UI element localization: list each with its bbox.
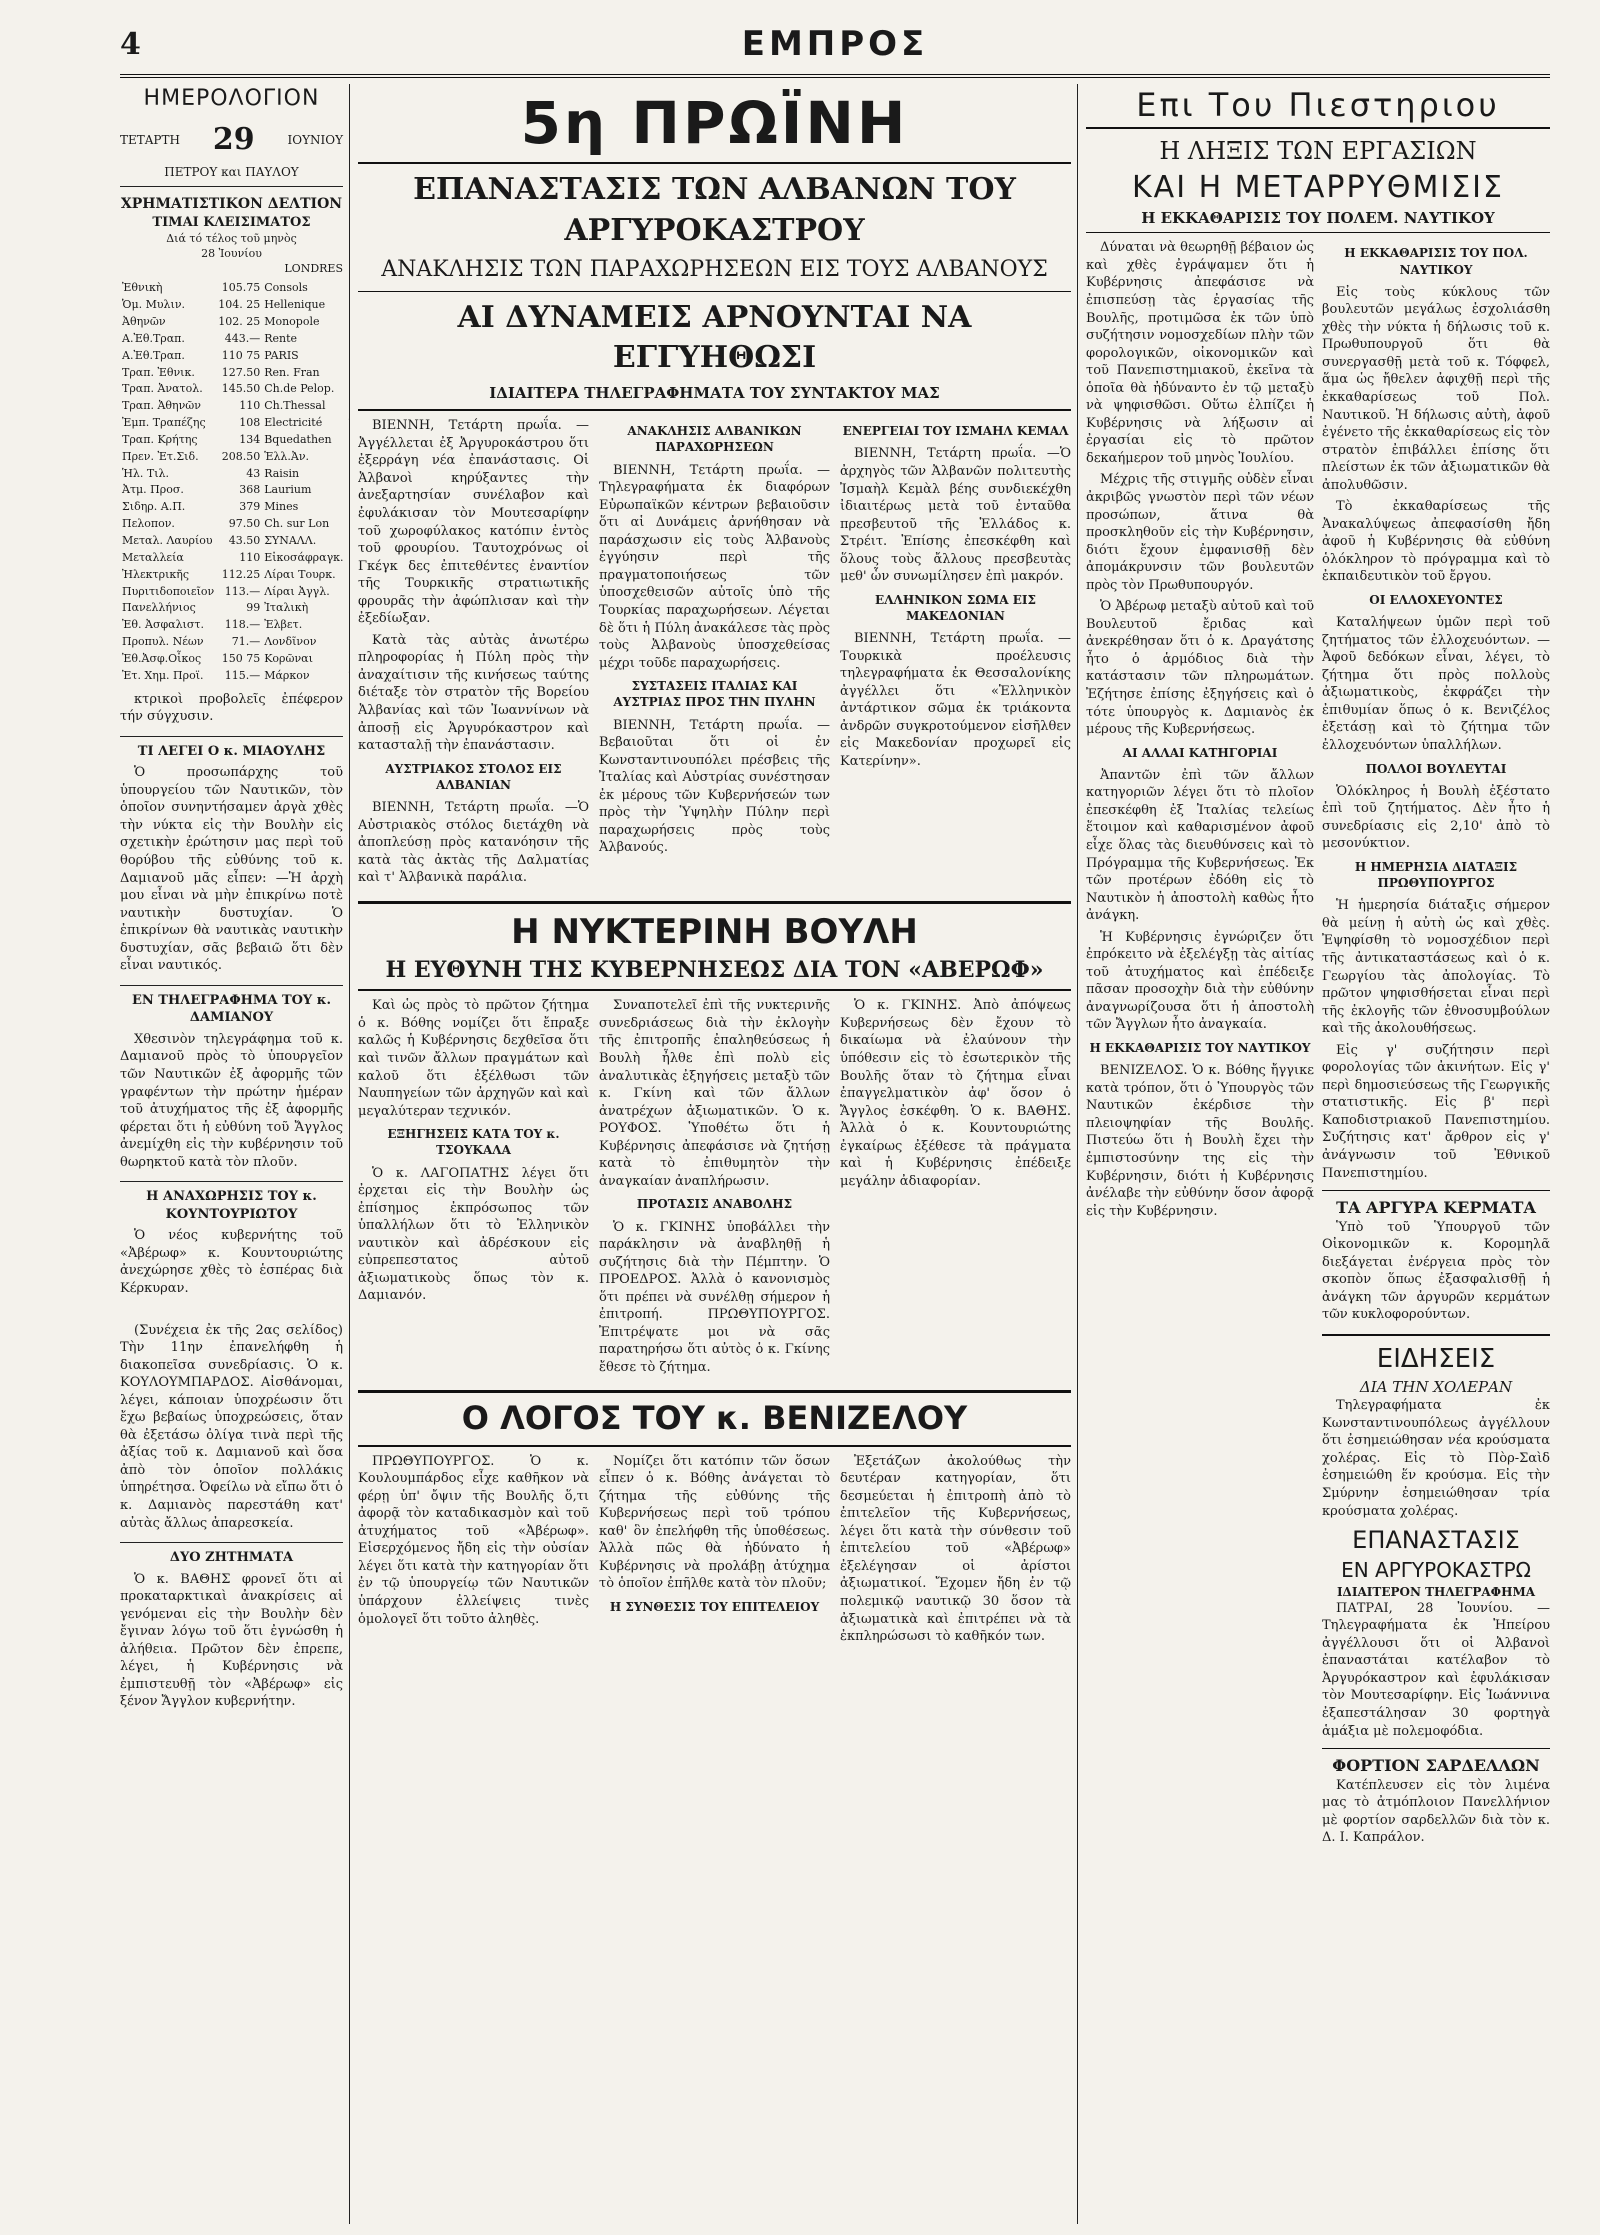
stock-price (346, 415, 350, 432)
stock-price (346, 398, 350, 415)
stock-row (120, 668, 350, 685)
section-heading: ΑΥΣΤΡΙΑΚΟΣ ΣΤΟΛΟΣ ΕΙΣ ΑΛΒΑΝΙΑΝ (385, 761, 562, 792)
stock-price: 118.— (224, 618, 261, 632)
stock-name: Λίραι Ἀγγλ. (264, 584, 330, 598)
article-text: ΒΕΝΙΖΕΛΟΣ. Ὁ κ. Βόθης ἤγγικε κατὰ τρόπον, ὅτι ὁ Ὑπουργὸς τῶν Ναυτικῶν ἐκέρδισε τὴν πλειοψηφίαν τῆς Βουλῆς. Πιστεύω ὅτι ἡ Βουλὴ ἔχει τὴν ἐμπιστοσύνην της εἰς τὴν Κυβέρνησιν, διότι ἡ Κυβέρνησις ἀνέλαβε τὴν εὐθύνην ὅσον ἀφορᾷ εἰς τὴν Κυβέρνησιν. (1086, 1063, 1314, 1219)
stock-row (120, 314, 350, 331)
stock-name: Ἰταλικὴ (264, 601, 309, 615)
article-text: ΒΙΕΝΝΗ, Τετάρτη πρωΐα. —Ὁ Αὐστριακὸς στόλος διετάχθη νὰ ἀποπλεύσῃ πρὸς κατανόησιν τῆς κατὰ τὰς ἀκτὰς τῆς Δαλματίας καὶ τ' Ἀλβανικὰ παράλια. (358, 800, 589, 886)
stock-row (120, 634, 350, 651)
calendar-day: 29 (212, 121, 255, 157)
stock-name: Mines (264, 500, 299, 514)
stock-name: Hellenique (264, 298, 326, 312)
night-session-headline: Η ΝΥΚΤΕΡΙΝΗ ΒΟΥΛΗ (358, 901, 1071, 956)
stock-price (346, 449, 350, 466)
press-subhead: Η ΛΗΞΙΣ ΤΩΝ ΕΡΓΑΣΙΩΝ (1159, 137, 1477, 166)
article-text: Ὁ νέος κυβερνήτης τοῦ «Ἀβέρωφ» κ. Κουντουριώτης ἀνεχώρησε χθὲς τὸ ἑσπέρας διὰ Κέρκυραν. (120, 1228, 343, 1296)
stock-price: 110 (239, 399, 261, 413)
section-heading: ΕΝΕΡΓΕΙΑΙ ΤΟΥ ΙΣΜΑΗΛ ΚΕΜΑΛ (842, 424, 1069, 439)
stock-name: PARIS (264, 348, 299, 362)
stock-name: Πρεν. Ἐτ.Σιδ. (122, 449, 199, 463)
stock-price (346, 348, 350, 365)
stock-price: 134 (239, 432, 261, 446)
section-heading: Η ΑΝΑΧΩΡΗΣΙΣ ΤΟΥ κ. ΚΟΥΝΤΟΥΡΙΩΤΟΥ (120, 1181, 343, 1223)
revolt-subheading: ΙΔΙΑΙΤΕΡΟΝ ΤΗΛΕΓΡΑΦΗΜΑ (1336, 1584, 1536, 1599)
article-text: Συναποτελεῖ ἐπὶ τῆς νυκτερινῆς συνεδριάσεως διὰ τὴν ἐκλογὴν τῆς ἐπιτροπῆς ἐπαληθεύσεως ἡ Βουλὴ ἦλθε ἐπὶ πολὺ εἰς ἀναλυτικὰς ἐξηγήσεις μεταξὺ τῶν κ. Γκίνη καὶ τῶν ἄλλων ἀνατρέχων ἀξιωματικῶν. Ὁ κ. ΡΟΥΦΟΣ. Ὑποθέτω ὅτι ἡ Κυβέρνησις ἀπεφάσισε νὰ ζητήσῃ κατὰ τὸ ἐπιθυμητὸν τὴν ἀναγκαίαν ἀναπλήρωσιν. (599, 998, 830, 1189)
masthead (120, 14, 1550, 78)
stock-price (346, 600, 350, 617)
stock-price: 208.50 (221, 449, 261, 463)
stock-name: Τραπ. Ἀθηνῶν (122, 399, 201, 413)
stock-price (346, 550, 350, 567)
stock-name: Ch.de Pelop. (264, 382, 335, 396)
section-heading: ΔΥΟ ΖΗΤΗΜΑΤΑ (120, 1542, 343, 1567)
stock-name: Ἠλεκτρικῆς (122, 567, 190, 581)
article-text: Δύναται νὰ θεωρηθῇ βέβαιον ὡς καὶ χθὲς ἐγράψαμεν ὅτι ἡ Κυβέρνησις ἀπεφάσισε νὰ ἐπισπεύσῃ τὰς ἐργασίας τῆς Βουλῆς, προτιμῶσα ἐκ τῶν ὑπὸ συζήτησιν νομοσχεδίων πλὴν τῶν φορολογικῶν, οἰκονομικῶν καὶ τοῦ Πανεπιστημιακοῦ, ἐκεῖνα τὰ ὁποῖα θὰ ἠδύναντο ἐν τῷ μεταξὺ νὰ ψηφισθῶσι. Οὕτω ἐλπίζει ἡ Κυβέρνησις νὰ λήξωσιν αἱ ἐργασίαι εἰς τὸ πρῶτον δεκαήμερον τοῦ μηνὸς Ἰουλίου. (1086, 240, 1314, 466)
stock-price (346, 668, 350, 685)
article-text: ΒΙΕΝΝΗ, Τετάρτη πρωΐα. —Τηλεγραφήματα ἐκ διαφόρων Εὐρωπαϊκῶν κέντρων βεβαιοῦσιν ὅτι αἱ Δυνάμεις ἀρνήθησαν νὰ παράσχωσιν εἰς τοὺς Ἀλβανοὺς ἐγγύησιν περὶ τῆς πραγματοποιήσεως τῶν ὑποσχεθεισῶν αὐτοῖς ὑπὸ τῆς Τουρκίας παραχωρήσεων. Λέγεται δὲ ὅτι ἡ Πύλη ἀνακάλεσε τὰς πρὸς τοὺς Ἀλβανοὺς ὑποσχεθείσας μέχρι τοῦδε παραχωρήσεις. (599, 462, 830, 671)
article-text: Ὁ κ. ΒΑΘΗΣ φρονεῖ ὅτι αἱ προκαταρκτικαὶ ἀνακρίσεις αἱ γενόμεναι εἰς τὴν Βουλὴν δὲν ἔγιναν λόγω τοῦ ὅτι ἐγνώσθη ἡ ἀλήθεια. Πρῶτον δὲν ἐπρεπε, λέγει, ἡ Κυβέρνησις νὰ ἐμπιστευθῇ τὸν «Ἀβέρωφ» εἰς ξένον Ἄγγλον κυβερνήτην. (120, 1571, 343, 1710)
stock-price (346, 584, 350, 601)
stock-row (120, 600, 350, 617)
stock-name: Ἐλβετ. (264, 618, 303, 632)
stock-price: 112.25 (221, 567, 261, 581)
stock-row (120, 449, 350, 466)
stock-price: 43 (246, 466, 261, 480)
stock-name: Μεταλλεία (122, 550, 184, 564)
stock-row (120, 415, 350, 432)
stocks-footer: κτρικοὶ προβολεῖς ἐπέφερον τήν σύγχυσιν. (120, 691, 343, 725)
stock-name: Ἐθ. Ἀσφαλιστ. (122, 618, 204, 632)
stock-row (120, 516, 350, 533)
stock-price: 368 (239, 483, 261, 497)
night-session-subhead: Η ΕΥΘΥΝΗ ΤΗΣ ΚΥΒΕΡΝΗΣΕΩΣ ΔΙΑ ΤΟΝ «ΑΒΕΡΩΦ» (358, 956, 1071, 992)
stock-name: Rente (264, 331, 298, 345)
news-subheading: ΔΙΑ ΤΗΝ ΧΟΛΕΡΑΝ (1359, 1378, 1513, 1397)
calendar-box (120, 84, 343, 187)
section-heading: ΤΙ ΛΕΓΕΙ Ο κ. ΜΙΑΟΥΛΗΣ (120, 736, 343, 761)
revolt-subheading: ΕΝ ΑΡΓΥΡΟΚΑΣΤΡΩ (1341, 1557, 1531, 1582)
page-number: 4 (120, 26, 141, 62)
stock-price: 110 75 (221, 348, 261, 362)
stock-name: Ὁμ. Μυλιν. (122, 298, 186, 312)
stock-name: Προπυλ. Νέων (122, 635, 204, 649)
stock-name: Τραπ. Ἐθνικ. (122, 365, 195, 379)
stock-price (346, 634, 350, 651)
stock-name: Bquedathen (264, 432, 332, 446)
stock-row (120, 331, 350, 348)
stock-name: Monopole (264, 315, 320, 329)
article-text: Μέχρις τῆς στιγμῆς οὐδὲν εἶναι ἀκριβῶς γνωστὸν περὶ τῶν νέων προσώπων, ἅτινα θὰ προσκληθοῦν εἰς τὴν Κυβέρνησιν, διότι ἔχουν ἐμφανισθῇ δὲν ἀπομάκρυνσιν τῶν βουλευτῶν πρὸς τὸν Πρωθυπουργόν. (1086, 472, 1314, 593)
news-heading: ΕΙΔΗΣΕΙΣ (1322, 1334, 1550, 1377)
stock-row (120, 297, 350, 314)
section-heading: ΕΝ ΤΗΛΕΓΡΑΦΗΜΑ ΤΟΥ κ. ΔΑΜΙΑΝΟΥ (120, 985, 343, 1027)
section-heading: ΑΙ ΑΛΛΑΙ ΚΑΤΗΓΟΡΙΑΙ (1122, 745, 1278, 760)
article-text: Ἡ ἡμερησία διάταξις σήμερον θὰ μείνῃ ἡ αὐτὴ ὡς καὶ χθὲς. Ἐψηφίσθη τὸ νομοσχέδιον περὶ τῆς ἀντικαταστάσεως καὶ ὁ κ. Γεωργίου τὰς ἀπολογίας. Τὸ πρῶτον ψηφισθήσεται εἶναι περὶ τῆς ἐκλογῆς τῶν ἐθνοσυμβούλων καὶ τῆς ἀκολουθήσεως. (1322, 898, 1550, 1037)
stock-price: 379 (239, 500, 261, 514)
venizelos-headline: Ο ΛΟΓΟΣ ΤΟΥ κ. ΒΕΝΙΖΕΛΟΥ (358, 1390, 1071, 1446)
stock-name: Laurium (264, 483, 312, 497)
article-text: Ἡ Κυβέρνησις ἐγνώριζεν ὅτι ἐπρόκειτο νὰ ἐξελέγξῃ τὰς αἰτίας τοῦ ἀτυχήματος καὶ ἐπέδειξε πᾶσαν προσοχὴν διὰ τὴν εὐθύνην ἀναγνωρίζουσα ὅτι ἡ ἀποστολὴ τῶν Ἄγγλων ἦτο ἀναγκαία. (1086, 929, 1314, 1033)
stock-price: 105.75 (221, 281, 261, 295)
stock-name: Ch. sur Lon (264, 517, 330, 531)
stock-price (346, 617, 350, 634)
calendar-month: ΙΟΥΝΙΟΥ (287, 132, 343, 147)
stock-name: Ren. Fran (264, 365, 320, 379)
left-column (120, 84, 350, 2224)
stock-name: Ch.Thessal (264, 399, 326, 413)
stock-row (120, 398, 350, 415)
section-heading: ΕΞΗΓΗΣΕΙΣ ΚΑΤΑ ΤΟΥ κ. ΤΣΟΥΚΑΛΑ (387, 1127, 560, 1158)
calendar-title: ΗΜΕΡΟΛΟΓΙΟΝ (143, 86, 320, 111)
article-text: Καὶ ὡς πρὸς τὸ πρῶτον ζήτημα ὁ κ. Βόθης νομίζει ὅτι ἔπραξε καλῶς ἡ Κυβέρνησις δεχθεῖσα ὅτι καὶ τινῶν ἄλλων πραγμάτων καὶ καλοῦ ὅτι ἐξέλθωσι τῶν Ναυπηγείων τῶν ἀρχηγῶν καὶ καὶ μεγαλύτεραν τεχνικόν. (358, 998, 589, 1119)
stock-price: 43.50 (228, 534, 261, 547)
article-text: (Συνέχεια ἐκ τῆς 2ας σελίδος) Τὴν 11ην ἐπανελήφθη ἡ διακοπεῖσα συνεδρίασις. Ὁ κ. ΚΟΥΛΟΥΜΠΑΡΔΟΣ. Αἰσθάνομαι, λέγει, κάποιαν ὑποχρέωσιν ὅτι ἔχω βεβαίως ὑποχρεώσεις, ὅταν θὰ ἐξετάσω ὀλίγα τινὰ περὶ τῆς ἀξίας τοῦ κ. Δαμιανοῦ καὶ ὅσα ἀπὸ τὸν ὁποῖον πολλάκις ὑπηρέτησα. Ὀφείλω νὰ εἴπω ὅτι ὁ κ. Δαμιανὸς παρεστάθη κατ' αὐτὰς ἄλλως ἀπαρεσκεία. (120, 1322, 343, 1531)
article-text: Καταλήψεων ὑμῶν περὶ τοῦ ζητήματος τῶν ἐλλοχευόντων. —Ἀφοῦ δεδόκων εἶναι, λέγει, τὸ ζήτημα ὅτι πρὸς πολλοὺς ἀξιωματικοὺς, ἐκφράζει τὴν ἐπιθυμίαν ὅπως ὁ κ. Βενιζέλος ἐξετάσῃ καὶ τὸ ζήτημα τῶν ἐλλοχευόντων ὑπαλλήλων. (1322, 615, 1550, 754)
stock-price (346, 365, 350, 382)
section-heading: Η ΗΜΕΡΗΣΙΑ ΔΙΑΤΑΞΙΣ ΠΡΩΘΥΠΟΥΡΓΟΣ (1354, 859, 1518, 891)
stock-price: 110 (239, 550, 261, 564)
section-heading: ΑΝΑΚΛΗΣΙΣ ΑΛΒΑΝΙΚΩΝ ΠΑΡΑΧΩΡΗΣΕΩΝ (627, 424, 802, 455)
article-text: Κατέπλευσεν εἰς τὸν λιμένα μας τὸ ἀτμόπλοιον Πανελλήνιον μὲ φορτίον σαρδελλῶν διὰ τὸν κ. Δ. Ι. Καπράλον. (1322, 1777, 1550, 1846)
stock-price (346, 533, 350, 550)
article-text: ΠΡΩΘΥΠΟΥΡΓΟΣ. Ὁ κ. Κουλουμπάρδος εἶχε καθῆκον νὰ φέρῃ ὑπ' ὄψιν τῆς Βουλῆς ὅ,τι ἀφορᾷ τὸν καταδικασμὸν καὶ τοῦ ἀτυχήματος τοῦ «Ἀβέρωφ». Εἰσερχόμενος ἤδη εἰς τὴν οὐσίαν λέγει ὅτι κατὰ τὴν κατηγορίαν ὅτι ἐν τῷ ὑπουργείῳ τῶν Ναυτικῶν ὑπάρχουν ἐλλείψεις τινὲς ὁμολογεῖ ὅτι τοῦτο ἀληθὲς. (358, 1453, 589, 1627)
article-text: Ὁ Ἀβέρωφ μεταξὺ αὐτοῦ καὶ τοῦ Βουλευτοῦ ἔριδας καὶ ἀνεκρέθησαν ὅτι ὁ κ. Δραγάτσης ἦτο ὁ ἁρμόδιος διὰ τὴν κατάστασιν τῶν πληρωμάτων. Ἐζήτησε ἐπίσης ἐξηγήσεις καὶ ὁ τότε ὑπουργὸς κ. Δαμιανὸς ἐκ μέρους τῆς Κυβερνήσεως. (1086, 599, 1314, 738)
section-heading: ΠΡΟΤΑΣΙΣ ΑΝΑΒΟΛΗΣ (636, 1197, 793, 1212)
section-heading: ΦΟΡΤΙΟΝ ΣΑΡΔΕΛΛΩΝ (1322, 1748, 1550, 1777)
stock-price: 108 (239, 416, 261, 430)
stock-name: Α.Ἐθ.Τραπ. (122, 348, 185, 362)
article-text: Τηλεγραφήματα ἐκ Κωνσταντινουπόλεως ἀγγέλλουν ὅτι ἐσημειώθησαν νέα κρούσματα χολέρας. Εἰς τὸ Πὸρ-Σαὶδ ἐσημειώθη ἕν κρούσμα. Εἰς τὴν Σμύρνην ἐσημειώθησαν τρία κρούσματα χολέρας. (1322, 1398, 1550, 1519)
stocks-title: ΧΡΗΜΑΤΙΣΤΙΚΟΝ ΔΕΛΤΙΟΝ (120, 196, 343, 213)
deck-headline: ΑΙ ΔΥΝΑΜΕΙΣ ΑΡΝΟΥΝΤΑΙ ΝΑ ΕΓΓΥΗΘΩΣΙ (457, 299, 972, 376)
section-heading: Η ΕΚΚΑΘΑΡΙΣΙΣ ΤΟΥ ΠΟΛ. ΝΑΥΤΙΚΟΥ (1344, 246, 1528, 277)
section-heading: ΣΥΣΤΑΣΕΙΣ ΙΤΑΛΙΑΣ ΚΑΙ ΑΥΣΤΡΙΑΣ ΠΡΟΣ ΤΗΝ ΠΥΛΗΝ (613, 679, 816, 710)
article-text: ΒΙΕΝΝΗ, Τετάρτη πρωΐα. —Τουρκικὰ προέλευσις τηλεγραφήματα ἐκ Θεσσαλονίκης ἀγγέλλει ὅτι «Ἑλληνικὸν ἀντάρτικον σῶμα ἐκ τριάκοντα ἀνδρῶν συγκροτούμενον εἰσῆλθεν εἰς Μακεδονίαν προχωρεῖ εἰς Κατερίνην». (840, 631, 1071, 769)
stock-price (346, 280, 350, 297)
stock-price (346, 651, 350, 668)
section-heading: Η ΕΚΚΑΘΑΡΙΣΙΣ ΤΟΥ ΝΑΥΤΙΚΟΥ (1089, 1041, 1311, 1056)
article-text: ΠΑΤΡΑΙ, 28 Ἰουνίου. —Τηλεγραφήματα ἐκ Ἠπείρου ἀγγέλλουσι ὅτι οἱ Ἀλβανοὶ ἐπαναστάται κατέλαβον τὸ Ἀργυρόκαστρον καὶ ἐφυλάκισαν τὸν Μουτεσαρίφην. Εἰς Ἰωάννινα ἐξαπεστάλησαν 30 φορτηγὰ ἁμάξια μὲ πολεμοφόδια. (1322, 1600, 1550, 1739)
article-text: Ὁλόκληρος ἡ Βουλὴ ἐξέστατο ἐπὶ τοῦ ζητήματος. Δὲν ἦτο ἡ συνεδρίασις εἰς 2,10' ἀπὸ τὸ μεσονύκτιον. (1322, 783, 1550, 852)
stock-name: Κορῶναι (264, 651, 313, 665)
press-subhead: ΚΑΙ Η ΜΕΤΑΡΡΥΘΜΙΣΙΣ (1132, 169, 1504, 205)
article-text: Εἰς γ' συζήτησιν περὶ φορολογίας τῶν ἀκινήτων. Εἰς γ' περὶ δημοσιεύσεως τῆς Γεωργικῆς στατιστικῆς. Εἰς β' περὶ Καποδιστριακοῦ Πανεπιστημίου. Συζήτησις κατ' ἄρθρον εἰς γ' ἀνάγνωσιν τοῦ Ἐθνικοῦ Πανεπιστημίου. (1322, 1042, 1550, 1181)
stock-row (120, 348, 350, 365)
article-text: Κατὰ τὰς αὐτὰς ἀνωτέρω πληροφορίας ἡ Πύλη πρὸς τὴν ἀναχαίτισιν τῆς κινήσεως ταύτης διέταξε τὸν στρατὸν τῆς Βορείου Ἀλβανίας καὶ τῶν Ἰωαννίνων νὰ ἀποσῇ εἰς Ἀργυρόκαστρον καὶ κατασταλῇ τὴν ἐπανάστασιν. (358, 632, 589, 754)
stock-name: Σιδηρ. Α.Π. (122, 500, 186, 514)
calendar-saints: ΠΕΤΡΟΥ και ΠΑΥΛΟΥ (164, 165, 299, 180)
stock-row (120, 567, 350, 584)
stock-row (120, 280, 350, 297)
stock-price: 104. 25 (218, 298, 261, 312)
stock-name: Electricité (264, 416, 323, 430)
stock-price (346, 381, 350, 398)
stock-price: 97.50 (228, 517, 261, 531)
stock-row (120, 482, 350, 499)
article-text: Ὁ κ. ΓΚΙΝΗΣ ὑποβάλλει τὴν παράκλησιν νὰ ἀναβληθῇ ἡ συζήτησις διὰ τὴν Πέμπτην. Ὁ ΠΡΟΕΔΡΟΣ. Ἀλλὰ ὁ κανονισμὸς ὅτι πρέπει νὰ συνέλθῃ σήμερον ἡ ἐπιτροπή. ΠΡΩΘΥΠΟΥΡΓΟΣ. Ἐπιτρέψατε μοι νὰ σᾶς παρατηρήσω ὅτι αὐτὸς ὁ κ. Γκίνης ἔθεσε τὸ ζήτημα. (599, 1219, 830, 1375)
section-heading: ΤΑ ΑΡΓΥΡΑ ΚΕΡΜΑΤΑ (1322, 1190, 1550, 1219)
stocks-note: Διά τό τέλος τοῦ μηνὸς (166, 231, 297, 245)
stock-name: ΣΥΝΑΛΛ. (264, 534, 317, 547)
middle-column (358, 84, 1078, 2224)
section-heading: ΠΟΛΛΟΙ ΒΟΥΛΕΥΤΑΙ (1365, 761, 1507, 776)
stock-name: Ἐθ.Ἀσφ.Οἶκος (122, 651, 202, 665)
stock-row (120, 533, 350, 550)
stock-name: Α.Ἐθ.Τραπ. (122, 331, 185, 345)
article-text: Χθεσινὸν τηλεγράφημα τοῦ κ. Δαμιανοῦ πρὸς τὸ ὑπουργεῖον τῶν Ναυτικῶν ἐξ ἀφορμῆς τῶν γραφέντων τὴν πρώτην ἡμέραν τοῦ ἀτυχήματος τῆς ἐξ ἀφορμῆς φέρεται ὅτι ἡ εὐθύνη τοῦ Ἄγγλος ἀνεμίχθη εἰς τὴν κυβέρνησιν τοῦ θωρηκτοῦ κατὰ τὸν πλοῦν. (120, 1031, 343, 1170)
article-text: ΒΙΕΝΝΗ, Τετάρτη πρωΐα. —Ὁ ἀρχηγὸς τῶν Ἀλβανῶν πολιτευτὴς Ἰσμαὴλ Κεμὰλ βέης συνδιεκέχθη ἰδιαιτέρως μετὰ τοῦ ἐνταῦθα πρεσβευτοῦ τῆς Ἑλλάδος κ. Στρέιτ. Ἐπίσης ἐπεσκέφθη καὶ ὅλους τοὺς ἄλλους πρεσβευτὰς μεθ' ὧν συνωμίλησεν ἐπὶ μακρόν. (840, 446, 1071, 585)
stock-price (346, 499, 350, 516)
article-text: Εἰς τοὺς κύκλους τῶν βουλευτῶν μεγάλως ἐσχολιάσθη χθὲς τὴν νύκτα ἡ δήλωσις τοῦ κ. Πρωθυπουργοῦ ὅτι θὰ συνεργασθῇ μετὰ τοῦ κ. Τόφφελ, ἅμα ὡς ἤθελεν ἀφιχθῇ περὶ τῆς ἐκκαθαρίσεως τοῦ Πολ. Ναυτικοῦ. Ἡ δήλωσις αὐτὴ, ἀφοῦ ἐγένετο τῆς ἐκκαθαρίσεως εἰς τὸν στρατὸν ἐπιβάλλει ἐπίσης ὅτι πλείστων ἐκ τῶν ἀξιωματικῶν θὰ ἀπολυθῶσιν. (1322, 284, 1550, 493)
stock-name: Πυριτιδοποιεῖον (122, 584, 215, 598)
deck-headline: ΙΔΙΑΙΤΕΡΑ ΤΗΛΕΓΡΑΦΗΜΑΤΑ ΤΟΥ ΣΥΝΤΑΚΤΟΥ ΜΑΣ (358, 383, 1071, 411)
article-text: Ὑπὸ τοῦ Ὑπουργοῦ τῶν Οἰκονομικῶν κ. Κορομηλᾶ διεξάγεται ἐνέργεια πρὸς τὸν σκοπὸν ὅπως ἐξασφαλισθῇ ἡ ἀνάγκη τῶν ἀργυρῶν κερμάτων τῶν κυκλοφορούντων. (1322, 1219, 1550, 1323)
newspaper-title: ΕΜΠΡΟΣ (741, 24, 929, 64)
revolt-heading: ΕΠΑΝΑΣΤΑΣΙΣ (1352, 1526, 1520, 1555)
article-text: Ἀπαντῶν ἐπὶ τῶν ἄλλων κατηγοριῶν λέγει ὅτι τὸ πλοῖον ἐπεσκέφθη ἐξ Ἰταλίας τελείως ἕτοιμον καὶ καθαρισμένον ἀφοῦ εἶχε ὅλας τὰς διευθύνσεις καὶ τὸ Πρόγραμμα τῆς Κυβερνήσεως. Ἐκ τῶν προτέρων ἐδόθη εἰς τὸ Ναυτικὸν ἡ ἀποστολὴ καθὼς ἦτο ἀνάγκη. (1086, 767, 1314, 924)
stock-name: Raisin (264, 466, 300, 480)
stock-row (120, 466, 350, 483)
stock-name: Λονδῖνον (264, 635, 317, 649)
stock-price: 127.50 (221, 365, 261, 379)
stock-name: Μεταλ. Λαυρίου (122, 534, 213, 547)
calendar-weekday: ΤΕΤΑΡΤΗ (120, 132, 180, 147)
stock-name: Τραπ. Ἀνατολ. (122, 382, 203, 396)
article-text: Ὁ κ. ΓΚΙΝΗΣ. Ἀπὸ ἀπόψεως Κυβερνήσεως δὲν ἔχουν τὸ δικαίωμα νὰ ἐλαύνουν τὴν ὑπόθεσιν εἰς τὸ ἐσωτερικὸν τῆς Βουλῆς ὅταν τὸ ζήτημα εἶναι ἐπαγγελματικὸν ἀφ' ὅσον ὁ Ἄγγλος ἐσκέφθη. Ὁ κ. ΒΑΘΗΣ. Ἀλλὰ ὁ κ. Κουντουριώτης ἐγκαίρως ἐξέθεσε τὰ πράγματα καὶ ἡ Κυβέρνησις ἐπέδειξε μεγάλην ἀδιαφορίαν. (840, 998, 1071, 1189)
press-headline: Επι Του Πιεστηριου (1086, 84, 1550, 129)
stock-price (346, 567, 350, 584)
main-headline: ΕΠΑΝΑΣΤΑΣΙΣ ΤΩΝ ΑΛΒΑΝΩΝ ΤΟΥ ΑΡΓΥΡΟΚΑΣΤΡΟΥ (413, 172, 1016, 248)
stock-row (120, 381, 350, 398)
stock-row (120, 617, 350, 634)
stock-name: Ἐμπ. Τραπέζης (122, 416, 206, 430)
section-heading: ΟΙ ΕΛΛΟΧΕΥΟΝΤΕΣ (1369, 593, 1503, 607)
stock-name: Εἰκοσάφραγκ. (264, 550, 344, 564)
stock-price (346, 432, 350, 449)
stock-row (120, 651, 350, 668)
stock-price: 99 (246, 601, 261, 615)
article-text: ΒΙΕΝΝΗ, Τετάρτη πρωΐα. —Βεβαιοῦται ὅτι οἱ ἐν Κωνσταντινουπόλει πρέσβεις τῆς Ἰταλίας καὶ Αὐστρίας συνέστησαν ἐκ μέρους τῶν Κυβερνήσεών των πρὸς τὴν Ὑψηλὴν Πύλην περὶ παραχωρήσεις πρὸς τοὺς Ἀλβανούς. (599, 717, 830, 856)
article-text: Ἐξετάζων ἀκολούθως τὴν δευτέραν κατηγορίαν, ὅτι δεσμεύεται ἡ ἐπιτροπὴ ἀπὸ τὸ ἐπιτελεῖον τῆς Κυβερνήσεως, λέγει ὅτι κατὰ τὴν σύνθεσιν τοῦ ἐπιτελείου τοῦ «Ἀβέρωφ» ἐξελέγησαν οἱ ἀρίστοι ἀξιωματικοί. Ἔχομεν ἤδη ἐν τῷ πολεμικῷ ναυτικῷ 30 ὅσον τὰ ἀξιωματικὰ καὶ ἐπιτρέπει νὰ τὰ ἐκπληρώσωσι τὸ καθῆκόν των. (840, 1453, 1071, 1645)
stock-row (120, 499, 350, 516)
stock-price: 113.— (224, 584, 261, 598)
article-text: Νομίζει ὅτι κατόπιν τῶν ὅσων εἶπεν ὁ κ. Βόθης ἀνάγεται τὸ ζήτημα τῆς εὐθύνης τῆς Κυβερνήσεως περὶ τοῦ τρόπου καθ' ὃν ἐπελήφθη τῆς ὑποθέσεως. Ἀλλὰ πῶς θὰ ἠδύνατο ἡ Κυβέρνησις νὰ προλάβῃ ἀτύχημα τὸ ὁποῖον ἐπῆλθε κατὰ τὸν πλοῦν; (599, 1453, 830, 1592)
stock-price: 71.— (231, 635, 261, 649)
stock-row (120, 432, 350, 449)
article-text: ΒΙΕΝΝΗ, Τετάρτη πρωΐα. —Ἀγγέλλεται ἐξ Ἀργυροκάστρου ὅτι ἐξερράγη νέα ἐπανάστασις. Οἱ Ἀλβανοὶ κηρύξαντες τὴν ἀνεξαρτησίαν συνέλαβον καὶ ἐφυλάκισαν τὸν Μουτεσαρίφην τοῦ χωροφύλακος κατόπιν ἐντὸς τοῦ φρουρίου. Ταυτοχρόνως οἱ Γκέγκ δες ἐπιτεθέντες ἐναντίον τῆς Τουρκικῆς στρατιωτικῆς φρουρᾶς τὴν ἀφώπλισαν καὶ τὴν ἐξεδίωξαν. (358, 418, 589, 627)
stock-price (346, 466, 350, 483)
stock-name: Ἀθηνῶν (122, 315, 166, 329)
stocks-table (120, 280, 350, 684)
stock-name: Πελοπον. (122, 517, 175, 531)
article-text: Τὸ ἐκκαθαρίσεως τῆς Ἀνακαλύψεως ἀπεφασίσθη ἤδη ἀφοῦ ἡ Κυβέρνησις θὰ εὐθύνη ὁλόκληρον τὸ πρόγραμμα καὶ τὸ ἐκπαιδευτικὸν τοῦ ἔργου. (1322, 499, 1550, 585)
stock-name: Ἑλλ.Ἀν. (264, 449, 310, 463)
stock-name: Ἀτμ. Προσ. (122, 483, 184, 497)
stock-price: 443.— (224, 331, 261, 345)
stock-price: 102. 25 (218, 315, 261, 329)
right-column (1086, 84, 1550, 2224)
stock-name: Ἐτ. Χημ. Προϊ. (122, 668, 204, 682)
stock-price: 150 75 (221, 651, 261, 665)
stock-price (346, 482, 350, 499)
stock-name: Μάρκον (264, 668, 310, 682)
deck-headline: ΑΝΑΚΛΗΣΙΣ ΤΩΝ ΠΑΡΑΧΩΡΗΣΕΩΝ ΕΙΣ ΤΟΥΣ ΑΛΒΑΝΟΥΣ (358, 255, 1071, 292)
article-text: Ὁ προσωπάρχης τοῦ ὑπουργείου τῶν Ναυτικῶν, τὸν ὁποῖον συνηντήσαμεν ἀργὰ χθὲς τὴν νύκτα εἰς τὴν Βουλὴν εἰς σχετικὴν ἐρώτησιν μας περὶ τοῦ θορύβου τῆς εὐθύνης τοῦ κ. Δαμιανοῦ μᾶς εἶπεν: —Ἡ ἀρχὴ μου εἶναι νὰ μὴν ἐπικρίνω ποτὲ ναυτικὴν δυστυχίαν. Ὁ ἐπικρίνων θὰ ναυτικὰς ναυτικὴν δυστυχίαν, σᾶς βεβαιῶ ὅτι δὲν εἶναι ναυτικός. (120, 765, 343, 974)
stocks-date: 28 Ἰουνίου (201, 246, 262, 260)
stock-price (346, 516, 350, 533)
stock-name: Ἐθνικὴ (122, 281, 163, 295)
article-text: Ὁ κ. ΛΑΓΟΠΑΤΗΣ λέγει ὅτι ἐρχεται εἰς τὴν Βουλὴν ὡς ἐπίσημος ἐκπρόσωπος τῶν ὑπαλλήλων ὅτι τὸ Ἑλληνικὸν ναυτικὸν καὶ ἀδρέσκουν εἰς εὐπρεπεστατος αὐτοῦ ἀξιωματικοὺς ὅπως τὸν κ. Δαμιανόν. (358, 1165, 589, 1304)
stock-row (120, 584, 350, 601)
stock-row (120, 550, 350, 567)
stock-price: 145.50 (221, 382, 261, 396)
press-subhead: Η ΕΚΚΑΘΑΡΙΣΙΣ ΤΟΥ ΠΟΛΕΜ. ΝΑΥΤΙΚΟΥ (1086, 208, 1550, 233)
stock-price (346, 314, 350, 331)
stock-price: 115.— (224, 668, 261, 682)
stock-name: Λίραι Τουρκ. (264, 567, 336, 581)
stock-name: Ἡλ. Τιλ. (122, 466, 169, 480)
stock-name: Πανελλήνιος (122, 601, 196, 615)
stock-price (346, 297, 350, 314)
edition-kicker: 5η ΠΡΩΪΝΗ (358, 84, 1071, 164)
stock-price (346, 331, 350, 348)
section-heading: ΕΛΛΗΝΙΚΟΝ ΣΩΜΑ ΕΙΣ ΜΑΚΕΔΟΝΙΑΝ (875, 592, 1036, 623)
stocks-subtitle: ΤΙΜΑΙ ΚΛΕΙΣΙΜΑΤΟΣ (152, 215, 311, 231)
stock-name: Τραπ. Κρήτης (122, 432, 198, 446)
stock-name: Consols (264, 281, 308, 295)
stocks-market: LONDRES (284, 261, 343, 275)
section-heading: Η ΣΥΝΘΕΣΙΣ ΤΟΥ ΕΠΙΤΕΛΕΙΟΥ (609, 1600, 820, 1614)
stock-row (120, 365, 350, 382)
